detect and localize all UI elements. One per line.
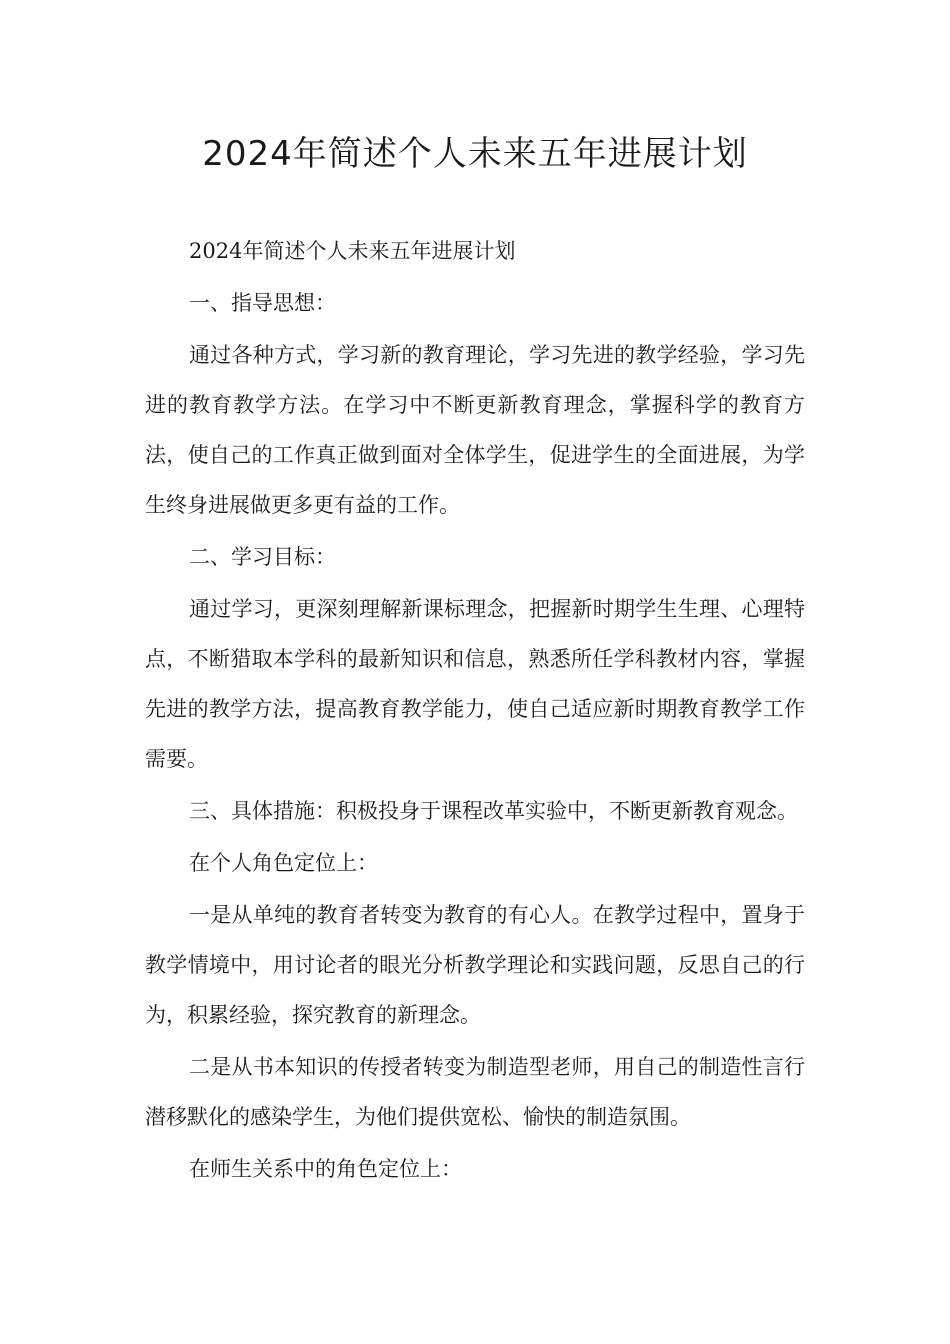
paragraph-teacher-student-role: 在师生关系中的角色定位上： (189, 1157, 462, 1181)
heading-guiding-ideology: 一、指导思想： (189, 291, 336, 315)
document-body (145, 226, 805, 1196)
paragraph-specific-measures: 三、具体措施：积极投身于课程改革实验中，不断更新教育观念。 (189, 799, 798, 823)
paragraph-point-two: 二是从书本知识的传授者转变为制造型老师，用自己的制造性言行潜移默化的感染学生，为他们提供宽松、愉快的制造氛围。 (145, 1055, 805, 1129)
paragraph-point-one: 一是从单纯的教育者转变为教育的有心人。在教学过程中，置身于教学情境中，用讨论者的眼光分析教学理论和实践问题，反思自己的行为，积累经验，探究教育的新理念。 (145, 903, 805, 1027)
paragraph-subtitle: 2024年简述个人未来五年进展计划 (189, 239, 516, 263)
paragraph-learning-goals: 通过学习，更深刻理解新课标理念，把握新时期学生生理、心理特点，不断猎取本学科的最新知识和信息，熟悉所任学科教材内容，掌握先进的教学方法，提高教育教学能力，使自己适应新时期教育教学工作需要。 (145, 597, 805, 771)
paragraph-personal-role: 在个人角色定位上： (189, 851, 378, 875)
paragraph-guiding-ideology: 通过各种方式，学习新的教育理论，学习先进的教学经验，学习先进的教育教学方法。在学习中不断更新教育理念，掌握科学的教育方法，使自己的工作真正做到面对全体学生，促进学生的全面进展，为学生终身进展做更多更有益的工作。 (145, 343, 805, 517)
document-title: 2024年简述个人未来五年进展计划 (202, 134, 748, 174)
heading-learning-goals: 二、学习目标： (189, 545, 336, 569)
